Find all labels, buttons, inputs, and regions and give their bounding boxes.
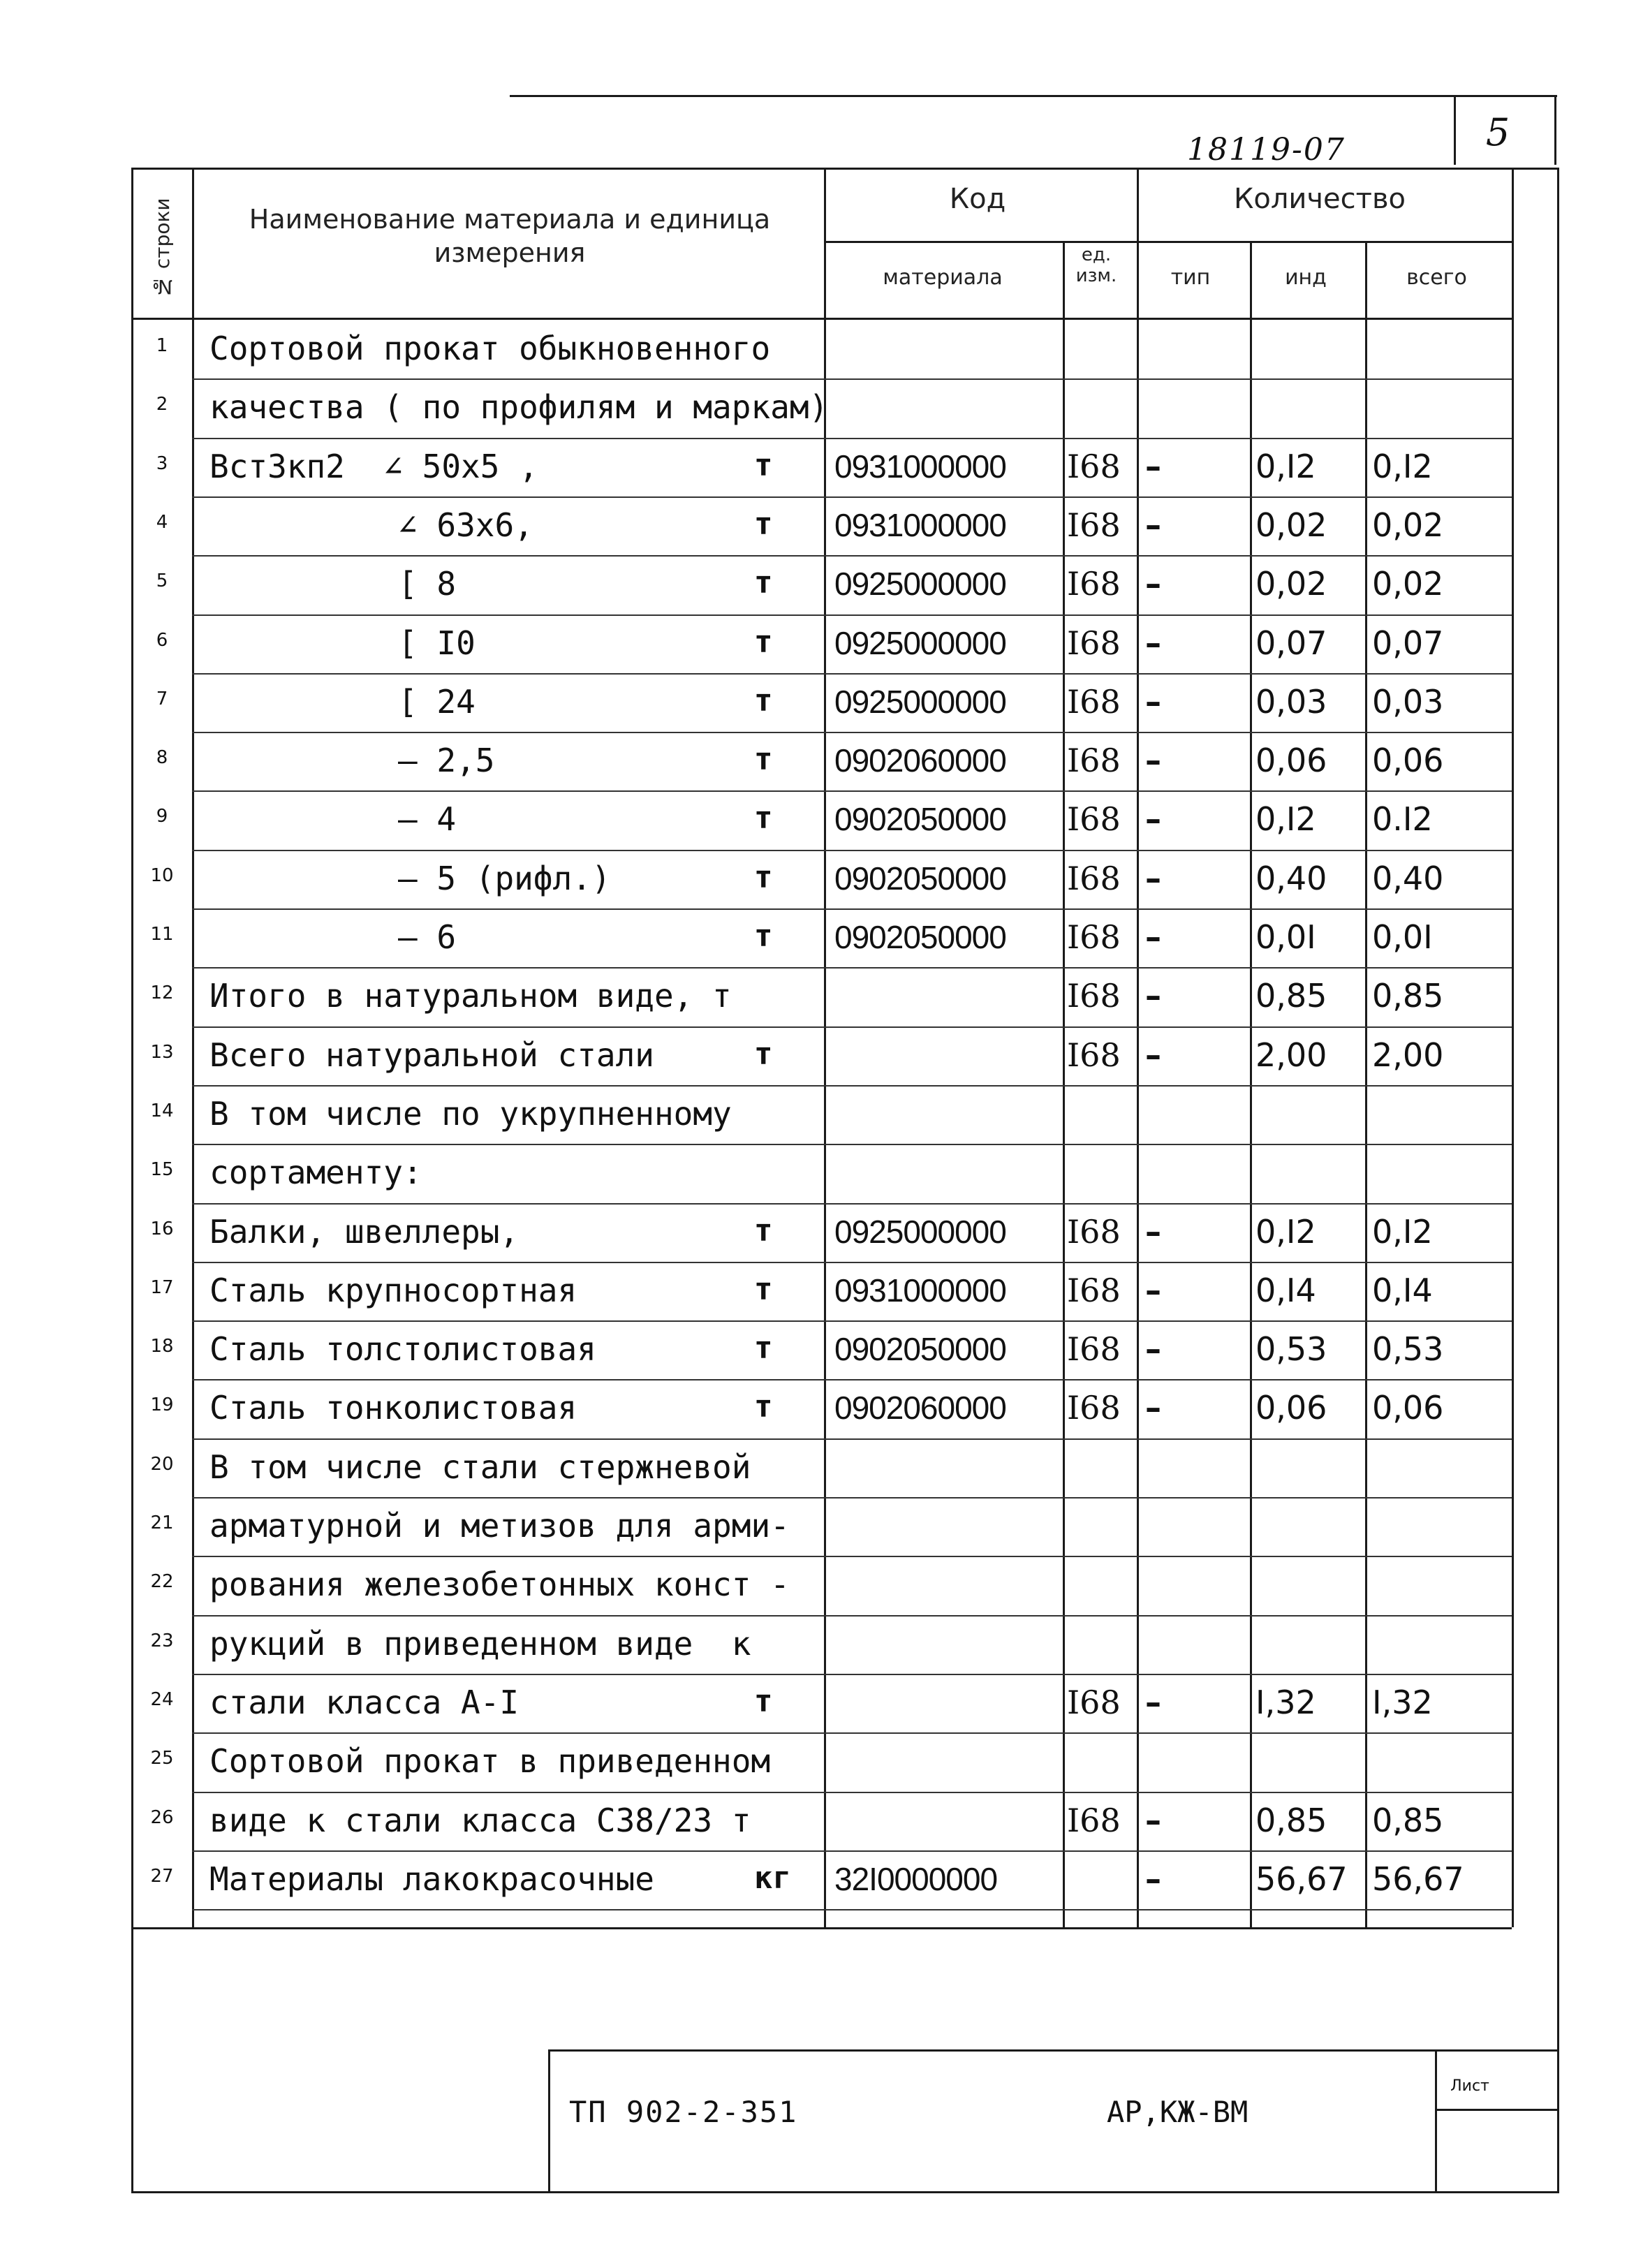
row-number: 4: [156, 511, 168, 533]
row-number: 21: [150, 1512, 174, 1533]
unit-label: т: [754, 742, 773, 778]
unit-label: т: [754, 1036, 773, 1072]
table-row: [0, 1674, 1650, 1732]
header-unit: ед. изм.: [1075, 244, 1117, 286]
type-value: –: [1145, 800, 1161, 839]
ind-value: 0,I4: [1255, 1271, 1316, 1309]
ind-value: 0,07: [1255, 624, 1327, 662]
row-number: 15: [150, 1159, 174, 1181]
type-value: –: [1145, 506, 1161, 544]
header-material-name: Наименование материала и единица измерения: [249, 204, 771, 268]
stamp-list-label: Лист: [1450, 2077, 1489, 2095]
ind-value: 0,02: [1255, 565, 1327, 603]
total-value: 0,03: [1372, 682, 1444, 721]
table-row: [0, 1379, 1650, 1438]
row-number: 8: [156, 747, 168, 769]
unit-code: I68: [1067, 506, 1121, 544]
unit-label: кг: [754, 1860, 791, 1896]
table-row: [0, 1556, 1650, 1614]
type-value: –: [1145, 1389, 1161, 1427]
unit-label: т: [754, 447, 773, 483]
unit-label: т: [754, 1330, 773, 1367]
ind-value: 0,06: [1255, 742, 1327, 780]
total-value: 0,07: [1372, 624, 1444, 662]
total-value: 0,I2: [1372, 1212, 1433, 1251]
material-name: Сталь тонколистовая: [209, 1389, 577, 1427]
material-name: – 4: [398, 800, 457, 839]
type-value: –: [1145, 1212, 1161, 1251]
unit-label: т: [754, 682, 773, 719]
material-name: ВстЗкп2 ∠ 50х5 ,: [209, 447, 538, 485]
unit-code: I68: [1067, 1801, 1121, 1839]
total-value: 0,85: [1372, 1801, 1444, 1839]
material-name: качества ( по профилям и маркам): [209, 388, 829, 427]
header-row-number: № строки: [151, 198, 174, 298]
table-row: [0, 790, 1650, 849]
ind-value: 0,0I: [1255, 918, 1316, 956]
row-number: 14: [150, 1100, 174, 1121]
total-value: 0,40: [1372, 859, 1444, 897]
table-row: [0, 614, 1650, 673]
row-number: 16: [150, 1218, 174, 1239]
total-value: 0,02: [1372, 506, 1444, 544]
type-value: –: [1145, 859, 1161, 897]
ind-value: 2,00: [1255, 1036, 1327, 1074]
ind-value: I,32: [1255, 1683, 1316, 1721]
header-type: тип: [1170, 265, 1211, 290]
total-value: 0,06: [1372, 742, 1444, 780]
table-row: [0, 967, 1650, 1026]
table-row: [0, 320, 1650, 378]
unit-label: т: [754, 506, 773, 542]
unit-code: I68: [1067, 447, 1121, 485]
unit-code: I68: [1067, 742, 1121, 780]
type-value: –: [1145, 1330, 1161, 1369]
unit-code: I68: [1067, 859, 1121, 897]
type-value: –: [1145, 624, 1161, 662]
table-row: [0, 496, 1650, 555]
unit-code: I68: [1067, 1389, 1121, 1427]
material-name: арматурной и метизов для арми-: [209, 1507, 790, 1545]
unit-code: I68: [1067, 682, 1121, 721]
row-number: 5: [156, 570, 168, 592]
ind-value: 0,06: [1255, 1389, 1327, 1427]
table-row: [0, 1732, 1650, 1791]
unit-label: т: [754, 624, 773, 660]
total-value: 0.I2: [1372, 800, 1433, 839]
unit-label: т: [754, 1212, 773, 1249]
material-code: 0931000000: [834, 1272, 1006, 1309]
total-value: 0,02: [1372, 565, 1444, 603]
material-code: 0931000000: [834, 448, 1006, 485]
type-value: –: [1145, 977, 1161, 1015]
row-number: 17: [150, 1276, 174, 1298]
material-code: 0902050000: [834, 801, 1006, 838]
material-code: 0925000000: [834, 1213, 1006, 1250]
row-number: 26: [150, 1806, 174, 1828]
table-row: [0, 850, 1650, 908]
unit-label: т: [754, 1683, 773, 1719]
table-row: [0, 555, 1650, 614]
ind-value: 0,85: [1255, 977, 1327, 1015]
material-code: 0925000000: [834, 624, 1006, 661]
material-name: В том числе по укрупненному: [209, 1094, 732, 1133]
type-value: –: [1145, 1683, 1161, 1721]
row-number: 11: [150, 924, 174, 945]
material-name: Сталь толстолистовая: [209, 1330, 596, 1369]
unit-code: I68: [1067, 1330, 1121, 1369]
unit-code: I68: [1067, 565, 1121, 603]
material-code: 0931000000: [834, 506, 1006, 543]
header-material-code: материала: [883, 265, 1003, 290]
unit-code: I68: [1067, 918, 1121, 956]
unit-label: т: [754, 859, 773, 895]
ind-value: 0,03: [1255, 682, 1327, 721]
material-name: рукций в приведенном виде к: [209, 1624, 751, 1663]
stamp-project-code: ТП 902-2-351: [569, 2095, 798, 2129]
header-code: Код: [949, 183, 1006, 215]
row-number: 13: [150, 1041, 174, 1063]
material-code: 0902050000: [834, 860, 1006, 897]
row-number: 27: [150, 1865, 174, 1887]
ind-value: 0,I2: [1255, 800, 1316, 839]
material-code: 32I0000000: [834, 1860, 998, 1897]
row-divider: [192, 1909, 1512, 1910]
table-row: [0, 378, 1650, 437]
row-number: 10: [150, 864, 174, 886]
unit-label: т: [754, 1271, 773, 1307]
material-name: Сортовой прокат в приведенном: [209, 1742, 771, 1781]
table-row: [0, 1438, 1650, 1497]
type-value: –: [1145, 447, 1161, 485]
unit-code: I68: [1067, 800, 1121, 839]
material-name: – 5 (рифл.): [398, 859, 611, 897]
total-value: 0,85: [1372, 977, 1444, 1015]
table-row: [0, 908, 1650, 967]
material-name: [ 24: [398, 682, 476, 721]
type-value: –: [1145, 565, 1161, 603]
unit-label: т: [754, 800, 773, 837]
row-number: 6: [156, 629, 168, 651]
ind-value: 0,02: [1255, 506, 1327, 544]
table-row: [0, 732, 1650, 790]
material-name: Материалы лакокрасочные: [209, 1860, 654, 1898]
material-code: 0902050000: [834, 919, 1006, 955]
total-value: 0,I4: [1372, 1271, 1433, 1309]
ind-value: 0,53: [1255, 1330, 1327, 1369]
row-number: 23: [150, 1630, 174, 1651]
material-name: – 6: [398, 918, 457, 956]
row-number: 12: [150, 982, 174, 1004]
total-value: I,32: [1372, 1683, 1433, 1721]
material-name: ∠ 63х6,: [398, 506, 533, 544]
unit-code: I68: [1067, 977, 1121, 1015]
row-number: 3: [156, 452, 168, 474]
row-number: 1: [156, 335, 168, 356]
row-number: 7: [156, 688, 168, 709]
material-name: виде к стали класса С38/23 т: [209, 1801, 751, 1839]
material-name: [ I0: [398, 624, 476, 662]
material-name: [ 8: [398, 565, 457, 603]
stamp-sheet-mark: АР,КЖ-ВМ: [1107, 2095, 1248, 2129]
total-value: 0,53: [1372, 1330, 1444, 1369]
sheet-number: 5: [1485, 110, 1510, 154]
material-name: Всего натуральной стали: [209, 1036, 654, 1074]
ind-value: 0,I2: [1255, 1212, 1316, 1251]
table-row: [0, 673, 1650, 732]
material-name: стали класса А-I: [209, 1683, 520, 1721]
row-number: 24: [150, 1688, 174, 1710]
material-code: 0925000000: [834, 566, 1006, 603]
ind-value: 0,40: [1255, 859, 1327, 897]
ind-value: 0,I2: [1255, 447, 1316, 485]
row-number: 9: [156, 806, 168, 827]
unit-label: т: [754, 918, 773, 954]
type-value: –: [1145, 1860, 1161, 1898]
material-name: сортаменту:: [209, 1154, 422, 1192]
row-number: 18: [150, 1336, 174, 1357]
type-value: –: [1145, 1036, 1161, 1074]
row-number: 22: [150, 1571, 174, 1593]
table-row: [0, 1144, 1650, 1202]
unit-code: I68: [1067, 1271, 1121, 1309]
material-name: рования железобетонных конст -: [209, 1566, 790, 1604]
row-number: 2: [156, 394, 168, 415]
row-number: 19: [150, 1394, 174, 1416]
material-code: 0925000000: [834, 683, 1006, 720]
table-row: [0, 1850, 1650, 1909]
material-name: Итого в натуральном виде, т: [209, 977, 732, 1015]
total-value: 0,0I: [1372, 918, 1433, 956]
material-name: Сталь крупносортная: [209, 1271, 577, 1309]
type-value: –: [1145, 742, 1161, 780]
unit-code: I68: [1067, 1036, 1121, 1074]
material-name: Балки, швеллеры,: [209, 1212, 520, 1251]
table-row: [0, 1792, 1650, 1850]
total-value: 56,67: [1372, 1860, 1464, 1898]
total-value: 0,06: [1372, 1389, 1444, 1427]
material-code: 0902060000: [834, 742, 1006, 779]
unit-code: I68: [1067, 1212, 1121, 1251]
type-value: –: [1145, 1801, 1161, 1839]
row-number: 20: [150, 1453, 174, 1475]
type-value: –: [1145, 918, 1161, 956]
table-row: [0, 1085, 1650, 1144]
unit-code: I68: [1067, 1683, 1121, 1721]
material-code: 0902060000: [834, 1390, 1006, 1427]
ind-value: 56,67: [1255, 1860, 1348, 1898]
row-number: 25: [150, 1748, 174, 1769]
total-value: 2,00: [1372, 1036, 1444, 1074]
table-row: [0, 438, 1650, 496]
type-value: –: [1145, 682, 1161, 721]
table-row: [0, 1320, 1650, 1379]
table-row: [0, 1026, 1650, 1085]
type-value: –: [1145, 1271, 1161, 1309]
material-name: В том числе стали стержневой: [209, 1448, 751, 1486]
table-row: [0, 1497, 1650, 1556]
table-row: [0, 1262, 1650, 1320]
material-code: 0902050000: [834, 1331, 1006, 1368]
header-quantity: Количество: [1233, 183, 1406, 215]
unit-code: I68: [1067, 624, 1121, 662]
table-row: [0, 1203, 1650, 1262]
header-ind: инд: [1285, 265, 1327, 290]
ind-value: 0,85: [1255, 1801, 1327, 1839]
total-value: 0,I2: [1372, 447, 1433, 485]
material-name: – 2,5: [398, 742, 495, 780]
unit-label: т: [754, 565, 773, 601]
table-row: [0, 1615, 1650, 1674]
document-code: 18119-07: [1187, 132, 1346, 168]
header-total: всего: [1406, 265, 1467, 290]
material-name: Сортовой прокат обыкновенного: [209, 330, 771, 367]
unit-label: т: [754, 1389, 773, 1425]
